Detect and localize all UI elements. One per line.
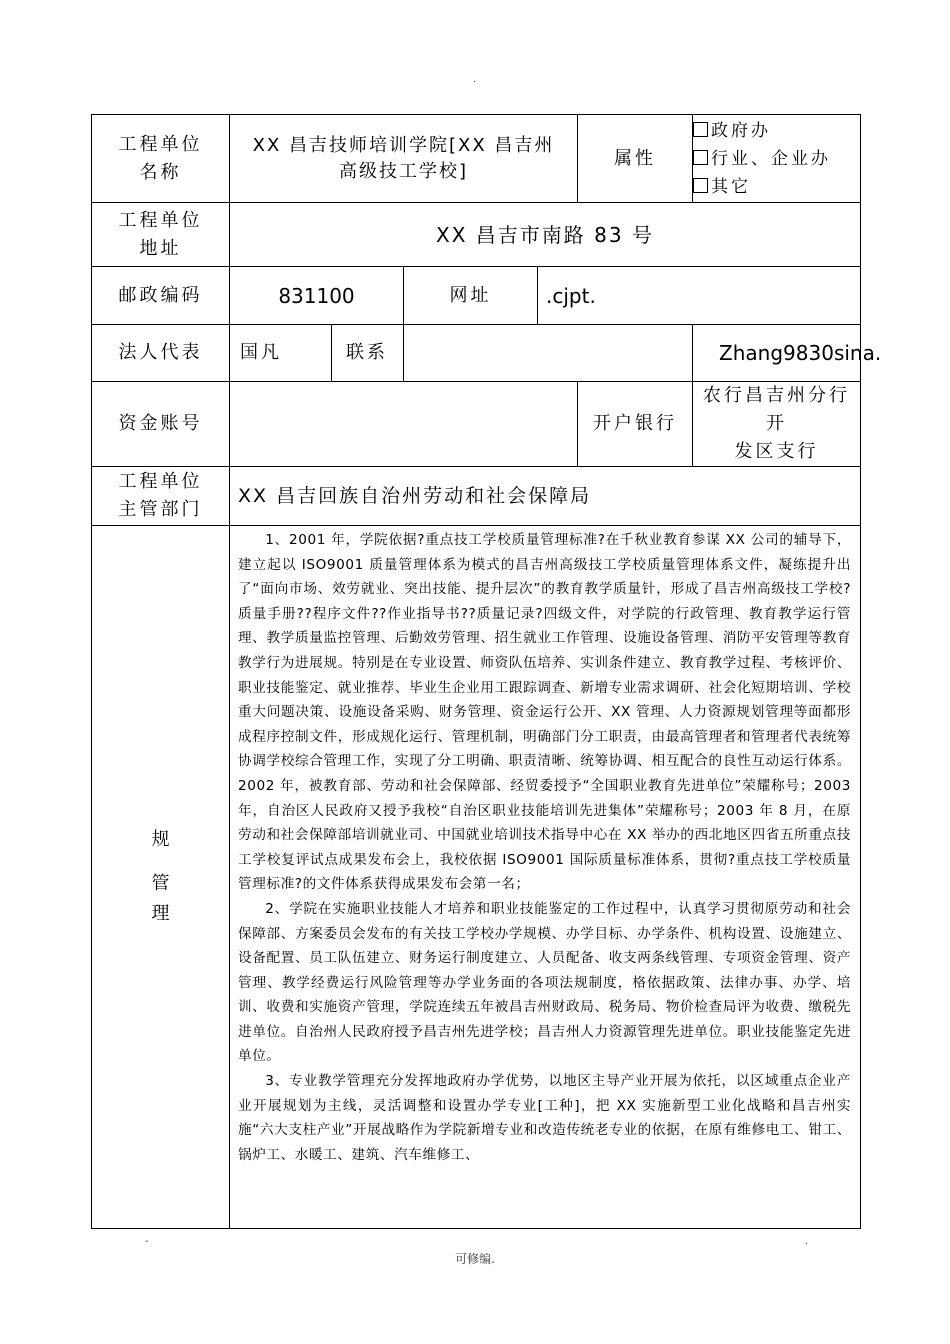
fund-account-value (230, 382, 578, 467)
legal-representative-value: 国凡 (230, 325, 332, 382)
postcode-label: 邮政编码 (92, 267, 230, 325)
contact-value (404, 325, 693, 382)
attribute-options (693, 115, 861, 203)
project-unit-name-value: XX 昌吉技师培训学院[XX 昌吉州 高级技工学校] (230, 115, 578, 203)
registration-form-table (91, 114, 882, 1229)
bank-label: 开户银行 (578, 382, 693, 467)
management-paragraph-1: 1、2001 年，学院依据?重点技工学校质量管理标准?在千秋业教育参谋 XX 公司的辅导下，建立起以 ISO9001 质量管理体系为模式的昌吉州高级技工学校质量管理体系文件，凝练提升出了“面向市场、效劳就业、突出技能、提升层次”的教育教学质量针，形成了昌吉州高级技工学校?质量手册??程序文件??作业指导书??质量记录?四级文件，对学院的行政管理、教育教学运行管理、教学质量监控管理、后勤效劳管理、招生就业工作管理、设施设备管理、消防平安管理等教育教学行为进展规。特别是在专业设置、师资队伍培养、实训条件建立、教育教学过程、考核评价、职业技能鉴定、就业推荐、毕业生企业用工跟踪调查、新增专业需求调研、社会化短期培训、学校重大问题决策、设施设备采购、财务管理、资金运行公开、XX 管理、人力资源规划管理等面都形成程序控制文件，形成规化运行、管理机制，明确部门分工职责，由最高管理者和管理者代表统筹协调学校综合管理工作，实现了分工明确、职责清晰、统筹协调、相互配合的良性互动运行体系。2002 年，被教育部、劳动和社会保障部、经贸委授予“全国职业教育先进单位”荣耀称号；2003 年，自治区人民政府又授予我校“自治区职业技能培训先进集体”荣耀称号；2003 年 8 月，在原劳动和社会保障部培训就业司、中国就业培训技术指导中心在 XX 举办的西北地区四省五所重点技工学校复评试点成果发布会上，我校依据 ISO9001 国际质量标准体系，贯彻?重点技工学校质量管理标准?的文件体系获得成果发布会第一名； (238, 532, 852, 893)
header-dot: . (473, 74, 477, 85)
email-value: Zhang9830sina. (693, 325, 861, 382)
footer-left-mark: - (145, 1236, 149, 1247)
project-unit-name-label: 工程单位 名称 (92, 115, 230, 203)
checkbox-icon[interactable] (693, 122, 708, 137)
management-paragraph-2: 2、学院在实施职业技能人才培养和职业技能鉴定的工作过程中，认真学习贯彻原劳动和社会保障部、方案委员会发布的有关技工学校办学规模、办学目标、办学条件、机构设置、设施建立、设备配置、员工队伍建立、财务运行制度建立、人员配备、收支两条线管理、专项资金管理、资产管理、教学经费运行风险管理等办学业务面的各项法规制度，格依据政策、法律办事、办学、培训、收费和实施资产管理，学院连续五年被昌吉州财政局、税务局、物价检查局评为收费、缴税先进单位。自治州人民政府授予昌吉州先进学校；昌吉州人力资源管理先进单位。职业技能鉴定先进单位。 (238, 900, 852, 1065)
bank-value: 农行昌吉州分行开 发区支行 (693, 382, 861, 467)
project-unit-address-label: 工程单位 地址 (92, 203, 230, 267)
option-other[interactable]: 其它 (693, 173, 860, 201)
supervising-dept-label: 工程单位 主管部门 (92, 467, 230, 526)
option-industry-enterprise[interactable]: 行业、企业办 (693, 145, 860, 173)
website-value: .cjpt. (538, 267, 861, 325)
contact-label: 联系 (332, 325, 404, 382)
footer-note: 可修编. (455, 1252, 495, 1266)
project-unit-address-value: XX 昌吉市南路 83 号 (230, 203, 861, 267)
postcode-value: 831100 (230, 267, 404, 325)
footer-right-mark: . (805, 1236, 809, 1247)
supervising-dept-value: XX 昌吉回族自治州劳动和社会保障局 (230, 467, 861, 526)
management-content (230, 526, 861, 1229)
attribute-label: 属性 (578, 115, 693, 203)
fund-account-label: 资金账号 (92, 382, 230, 467)
website-label: 网址 (404, 267, 538, 325)
management-label: 规 管 理 (92, 526, 230, 1229)
legal-representative-label: 法人代表 (92, 325, 230, 382)
checkbox-icon[interactable] (693, 150, 708, 165)
checkbox-icon[interactable] (693, 178, 708, 193)
option-government[interactable]: 政府办 (693, 117, 860, 145)
management-paragraph-3: 3、专业教学管理充分发挥地政府办学优势，以地区主导产业开展为依托，以区域重点企业产业开展规划为主线，灵活调整和设置办学专业[工种]，把 XX 实施新型工业化战略和昌吉州实施“六大支柱产业”开展战略作为学院新增专业和改造传统老专业的依据，在原有维修电工、钳工、锅炉工、水暖工、建筑、汽车维修工、 (238, 1073, 852, 1163)
